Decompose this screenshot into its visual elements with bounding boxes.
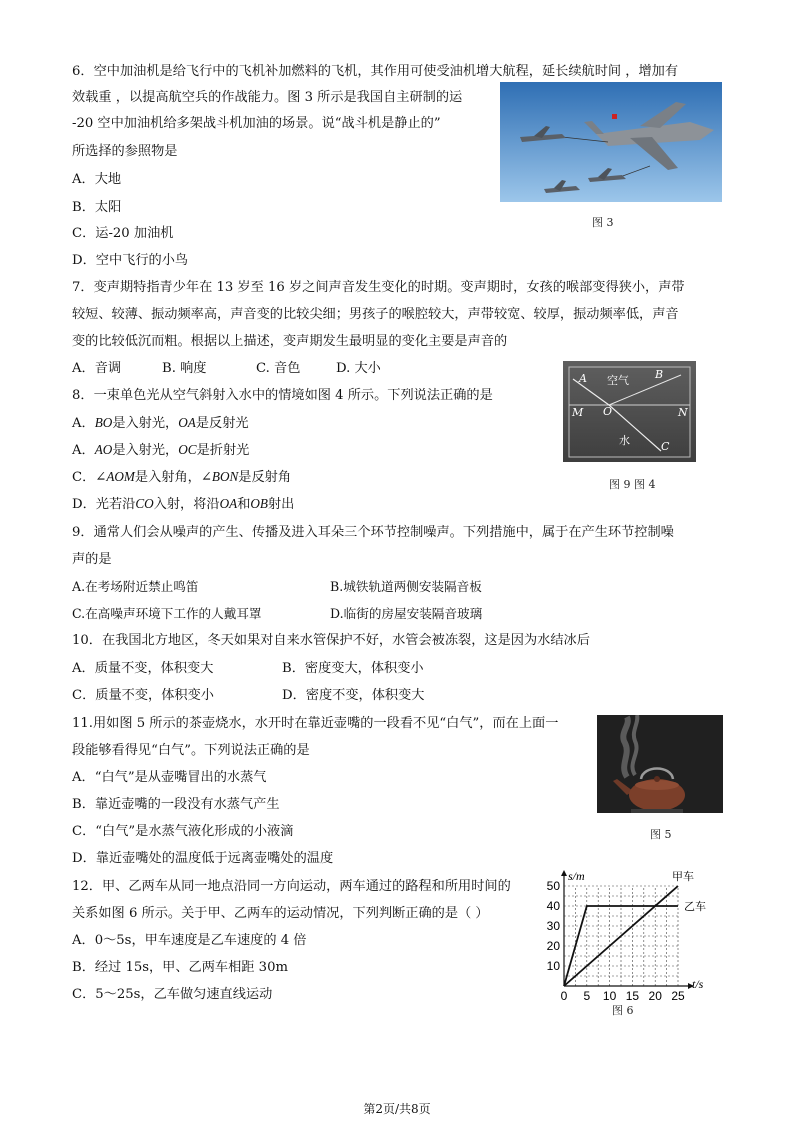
fig4-label-c: C bbox=[661, 440, 670, 453]
x-tick-label: 0 bbox=[560, 989, 568, 1002]
figure-6-caption: 图 6 bbox=[612, 1004, 634, 1017]
q9-option-d: D.临街的房屋安装隔音玻璃 bbox=[330, 606, 483, 621]
x-axis-label: t/s bbox=[692, 977, 704, 991]
q10-option-c: C．质量不变，体积变小 bbox=[72, 688, 214, 703]
q11-line-2: 段能够看得见“白气”。下列说法正确的是 bbox=[72, 743, 310, 758]
fig4-label-water: 水 bbox=[619, 434, 630, 447]
y-axis-arrow bbox=[561, 870, 567, 876]
y-tick-label: 40 bbox=[546, 899, 560, 913]
q6-option-c: C．运-20 加油机 bbox=[72, 226, 174, 241]
q7-line-2: 较短、较薄、振动频率高，声音变的比较尖细；男孩子的喉腔较大，声带较宽、较厚，振动频率低，声音 bbox=[72, 307, 679, 322]
q11-option-a: A．“白气”是从壶嘴冒出的水蒸气 bbox=[72, 770, 267, 785]
x-tick-label: 15 bbox=[625, 989, 640, 1002]
fig4-label-a: A bbox=[579, 372, 587, 385]
series-label: 甲车 bbox=[672, 870, 694, 883]
figure-5-teapot-photo bbox=[597, 715, 723, 813]
fig4-label-b: B bbox=[655, 368, 664, 381]
q6-line-1: 6．空中加油机是给飞行中的飞机补加燃料的飞机，其作用可使受油机增大航程，延长续航时间 ，增加有 bbox=[72, 64, 679, 79]
q9-option-a: A.在考场附近禁止鸣笛 bbox=[72, 579, 199, 594]
q7-option-a: A．音调 bbox=[72, 361, 122, 376]
fig4-label-o: O bbox=[603, 405, 613, 418]
q8-option-d: D．光若沿CO入射，将沿OA和OB射出 bbox=[72, 496, 295, 512]
fig4-label-m: M bbox=[572, 406, 584, 419]
y-tick-label: 10 bbox=[546, 959, 560, 973]
x-tick-label: 25 bbox=[671, 989, 685, 1002]
q11-option-d: D．靠近壶嘴处的温度低于远离壶嘴处的温度 bbox=[72, 851, 334, 866]
q6-line-2: 效载重 ，以提高航空兵的作战能力。图 3 所示是我国自主研制的运 bbox=[72, 90, 463, 105]
q6-option-a: A．大地 bbox=[72, 172, 122, 187]
y-tick-label: 50 bbox=[546, 879, 560, 893]
q8-option-b: A．AO是入射光，OC是折射光 bbox=[72, 442, 250, 458]
q7-line-1: 7．变声期特指青少年在 13 岁至 16 岁之间声音发生变化的时期。变声期时，女孩的喉部变得狭小，声带 bbox=[72, 280, 685, 295]
q10-stem: 10．在我国北方地区，冬天如果对自来水管保护不好，水管会被冻裂，这是因为水结冰后 bbox=[72, 633, 590, 648]
q10-option-a: A．质量不变，体积变大 bbox=[72, 661, 214, 676]
q9-line-1: 9．通常人们会从噪声的产生、传播及进入耳朵三个环节控制噪声。下列措施中，属于在产生环节控制噪 bbox=[72, 525, 674, 540]
q8-stem: 8．一束单色光从空气斜射入水中的情境如图 4 所示。下列说法正确的是 bbox=[72, 388, 493, 403]
q10-option-d: D．密度不变，体积变大 bbox=[282, 688, 425, 703]
figure-4-light-refraction bbox=[563, 361, 696, 462]
q12-line-1: 12．甲、乙两车从同一地点沿同一方向运动，两车通过的路程和所用时间的 bbox=[72, 879, 511, 894]
q7-option-c: C. 音色 bbox=[256, 361, 301, 376]
figure-4-caption: 图 9 图 4 bbox=[609, 478, 656, 491]
x-tick-label: 10 bbox=[602, 989, 617, 1002]
q9-option-b: B.城铁轨道两侧安装隔音板 bbox=[330, 579, 482, 594]
q8-option-c: C．∠AOM是入射角，∠BON是反射角 bbox=[72, 469, 292, 485]
x-tick-label: 20 bbox=[648, 989, 662, 1002]
q11-line-1: 11.用如图 5 所示的茶壶烧水，水开时在靠近壶嘴的一段看不见“白气”，而在上面一 bbox=[72, 716, 559, 731]
q11-option-b: B．靠近壶嘴的一段没有水蒸气产生 bbox=[72, 797, 280, 812]
figure-5-caption: 图 5 bbox=[650, 828, 672, 841]
y-axis-label: s/m bbox=[568, 869, 585, 883]
figure-3-caption: 图 3 bbox=[592, 216, 614, 229]
q12-line-2: 关系如图 6 所示。关于甲、乙两车的运动情况，下列判断正确的是（ ） bbox=[72, 906, 489, 921]
q8-option-a: A．BO是入射光，OA是反射光 bbox=[72, 415, 249, 431]
figure-3-refueling-photo bbox=[500, 82, 722, 202]
page-footer: 第2页/共8页 bbox=[363, 1102, 431, 1116]
q9-line-2: 声的是 bbox=[72, 552, 112, 567]
q6-line-3: -20 空中加油机给多架战斗机加油的场景。说“战斗机是静止的” bbox=[72, 116, 441, 131]
q6-option-d: D．空中飞行的小鸟 bbox=[72, 253, 189, 268]
q12-option-b: B．经过 15s，甲、乙两车相距 30m bbox=[72, 960, 288, 975]
q12-option-c: C．5～25s，乙车做匀速直线运动 bbox=[72, 987, 273, 1002]
fig4-label-n: N bbox=[678, 406, 688, 419]
q7-option-d: D. 大小 bbox=[336, 361, 381, 376]
y-tick-label: 20 bbox=[546, 939, 560, 953]
q11-option-c: C．“白气”是水蒸气液化形成的小液滴 bbox=[72, 824, 294, 839]
q10-option-b: B．密度变大，体积变小 bbox=[282, 661, 424, 676]
q6-line-4: 所选择的参照物是 bbox=[72, 144, 178, 159]
q12-option-a: A．0～5s，甲车速度是乙车速度的 4 倍 bbox=[72, 933, 307, 948]
y-tick-label: 30 bbox=[546, 919, 560, 933]
q9-option-c: C.在高噪声环境下工作的人戴耳罩 bbox=[72, 606, 262, 621]
series-label: 乙车 bbox=[684, 900, 706, 913]
q7-line-3: 变的比较低沉而粗。根据以上描述，变声期发生最明显的变化主要是声音的 bbox=[72, 334, 508, 349]
q7-option-b: B. 响度 bbox=[162, 361, 207, 376]
figure-6-chart bbox=[536, 862, 726, 1002]
fig4-label-air: 空气 bbox=[607, 374, 629, 387]
x-tick-label: 5 bbox=[583, 989, 591, 1002]
q6-option-b: B．太阳 bbox=[72, 200, 122, 215]
